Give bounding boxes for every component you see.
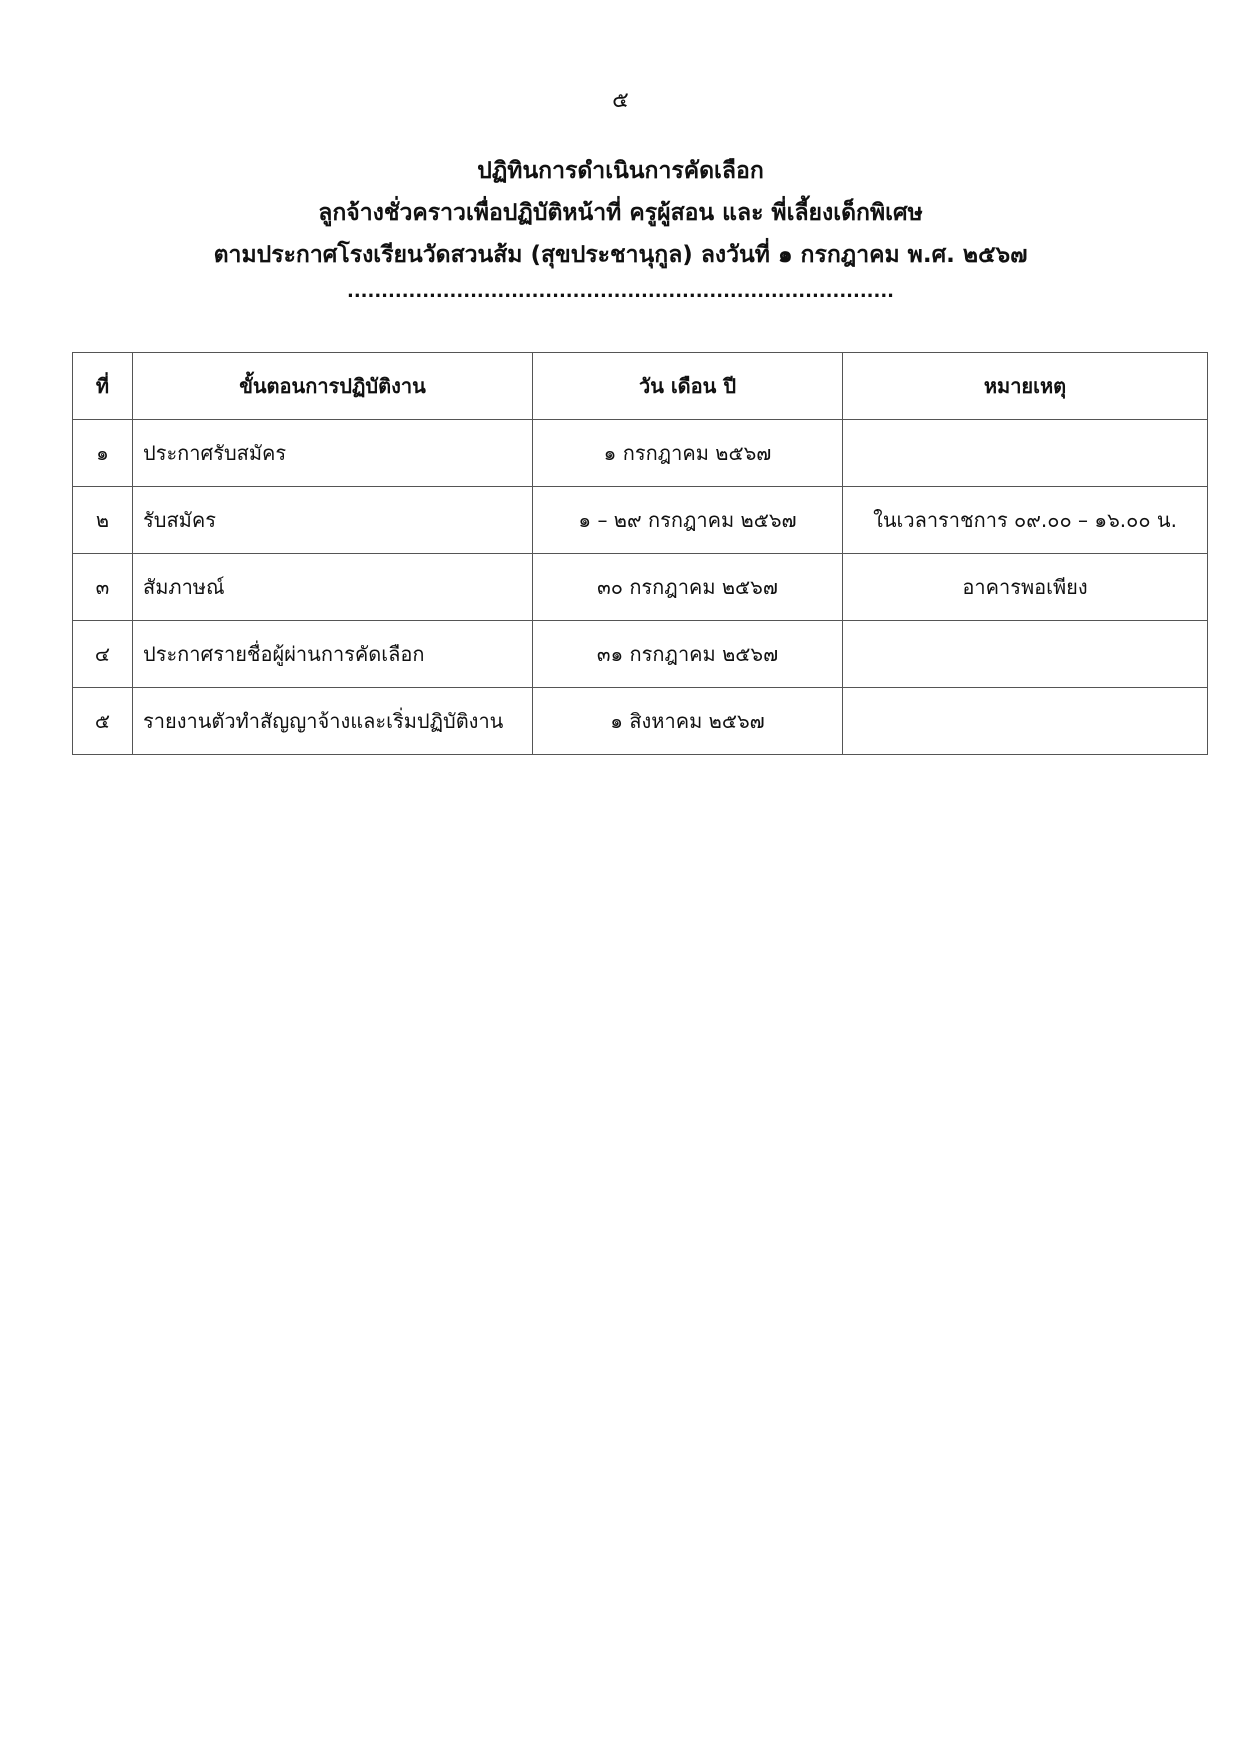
row-no: ๔ [73, 621, 133, 688]
row-note [843, 621, 1208, 688]
title-line-1: ปฏิทินการดำเนินการคัดเลือก [477, 158, 764, 184]
row-step: รายงานตัวทำสัญญาจ้างและเริ่มปฏิบัติงาน [133, 688, 533, 755]
header-note: หมายเหตุ [843, 353, 1208, 420]
row-note [843, 688, 1208, 755]
table-row [73, 420, 1208, 487]
row-step: รับสมัคร [133, 487, 533, 554]
row-note: อาคารพอเพียง [843, 554, 1208, 621]
row-date: ๓๑ กรกฎาคม ๒๕๖๗ [533, 621, 843, 688]
row-step: ประกาศรับสมัคร [133, 420, 533, 487]
document-title-block [60, 150, 1181, 306]
title-line-3: ตามประกาศโรงเรียนวัดสวนส้ม (สุขประชานุกูล) ลงวันที่ ๑ กรกฎาคม พ.ศ. ๒๕๖๗ [213, 242, 1028, 268]
row-no: ๑ [73, 420, 133, 487]
header-no: ที่ [73, 353, 133, 420]
row-date: ๑ สิงหาคม ๒๕๖๗ [533, 688, 843, 755]
schedule-table [72, 352, 1208, 755]
header-step: ขั้นตอนการปฏิบัติงาน [133, 353, 533, 420]
header-date: วัน เดือน ปี [533, 353, 843, 420]
table-row [73, 554, 1208, 621]
row-date: ๓๐ กรกฎาคม ๒๕๖๗ [533, 554, 843, 621]
row-note [843, 420, 1208, 487]
row-no: ๓ [73, 554, 133, 621]
row-no: ๕ [73, 688, 133, 755]
table-row [73, 688, 1208, 755]
title-separator: ................................................................................ [346, 281, 895, 302]
title-line-2: ลูกจ้างชั่วคราวเพื่อปฏิบัติหน้าที่ ครูผู้สอน และ พี่เลี้ยงเด็กพิเศษ [318, 200, 923, 226]
table-row [73, 487, 1208, 554]
page-number: ๕ [612, 88, 629, 113]
table-header-row [73, 353, 1208, 420]
row-date: ๑ – ๒๙ กรกฎาคม ๒๕๖๗ [533, 487, 843, 554]
row-note: ในเวลาราชการ ๐๙.๐๐ – ๑๖.๐๐ น. [843, 487, 1208, 554]
row-no: ๒ [73, 487, 133, 554]
row-step: สัมภาษณ์ [133, 554, 533, 621]
row-step: ประกาศรายชื่อผู้ผ่านการคัดเลือก [133, 621, 533, 688]
table-row [73, 621, 1208, 688]
row-date: ๑ กรกฎาคม ๒๕๖๗ [533, 420, 843, 487]
